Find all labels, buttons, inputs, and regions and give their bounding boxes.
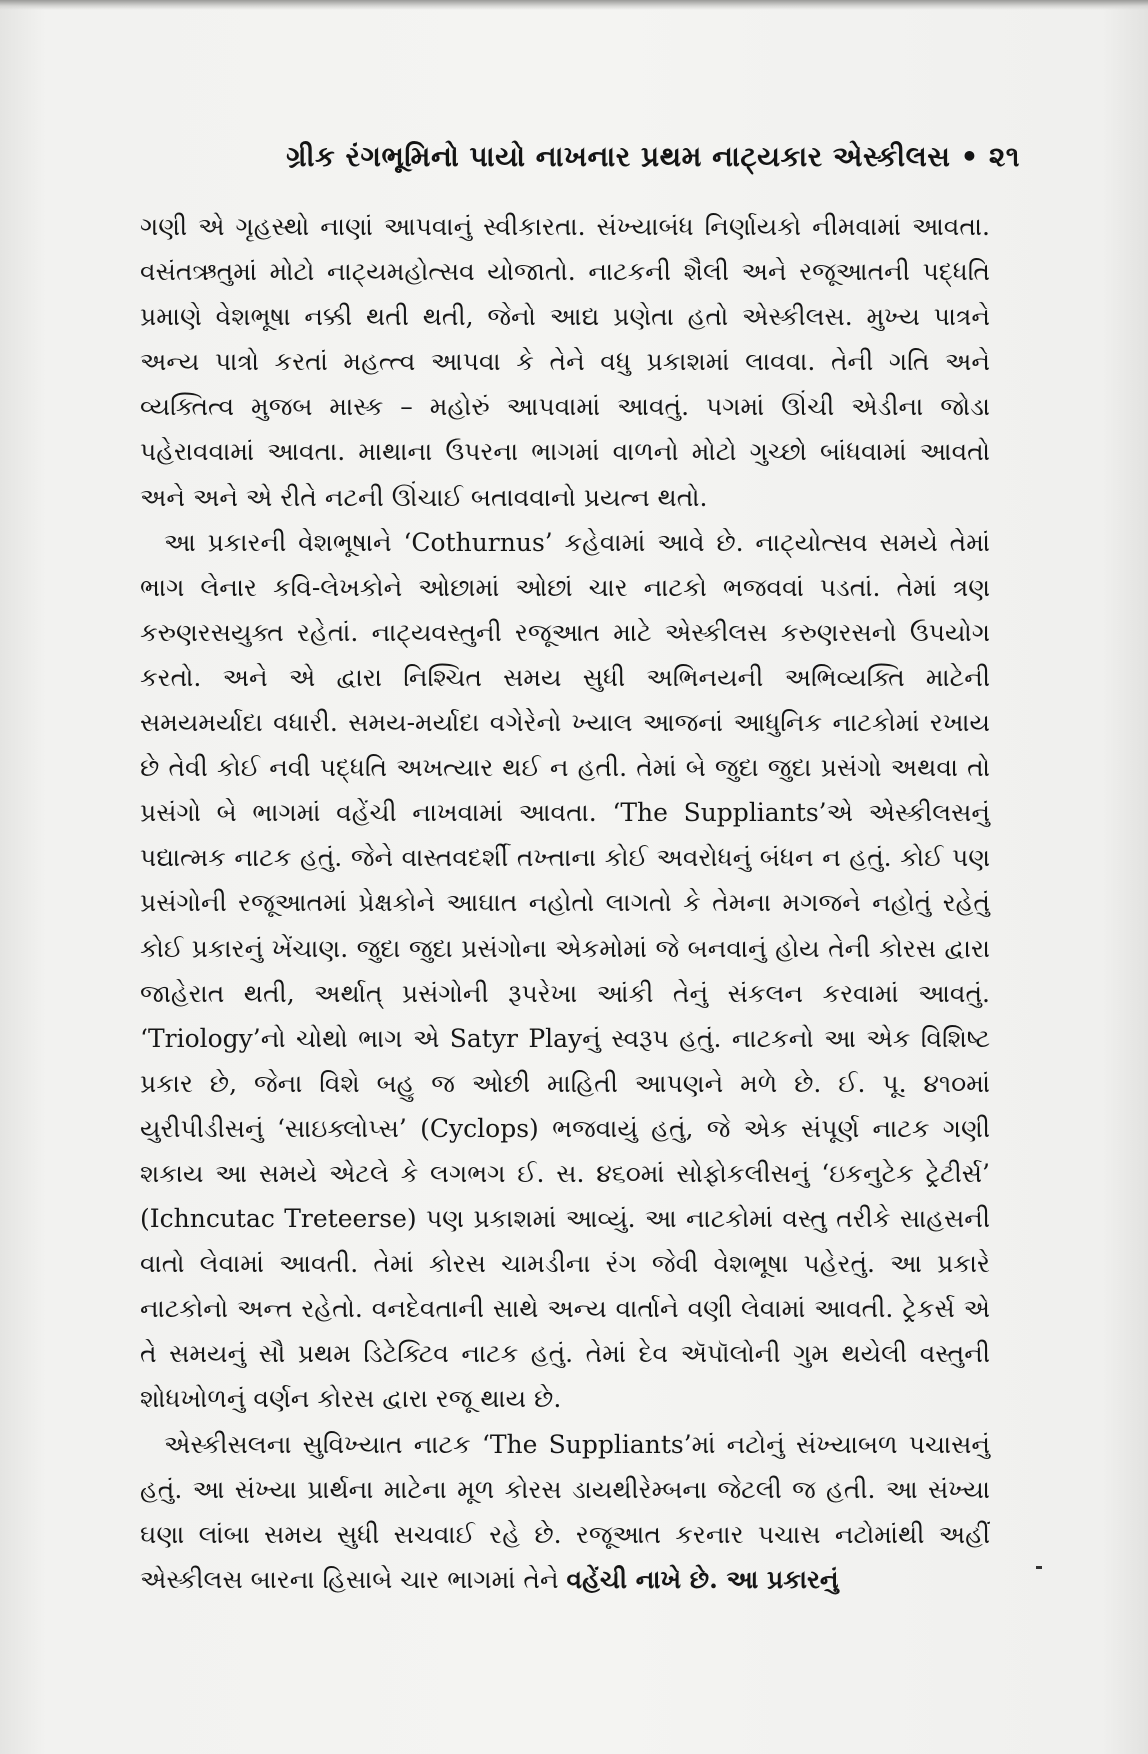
paragraph-1: ગણી એ ગૃહસ્થો નાણાં આપવાનું સ્વીકારતા. સંખ્યાબંધ નિર્ણાયકો નીમવામાં આવતા. વસંતઋતુમાં મોટો નાટ્યમહોત્સવ યોજાતો. નાટકની શૈલી અને રજૂઆતની પદ્ધતિ પ્રમાણે વેશભૂષા નક્કી થતી થતી, જેનો આદ્ય પ્રણેતા હતો એસ્કીલસ. મુખ્ય પાત્રને અન્ય પાત્રો કરતાં મહત્ત્વ આપવા કે તેને વધુ પ્રકાશમાં લાવવા. તેની ગતિ અને વ્યક્તિત્વ મુજબ માસ્ક – મહોરું આપવામાં આવતું. પગમાં ઊંચી એડીના જોડા પહેરાવવામાં આવતા. માથાના ઉપરના ભાગમાં વાળનો મોટો ગુચ્છો બાંધવામાં આવતો અને અને એ રીતે નટની ઊંચાઈ બતાવવાનો પ્રયત્ન થતો. — [140, 212, 990, 512]
paragraph-2: આ પ્રકારની વેશભૂષાને ‘Cothurnus’ કહેવામાં આવે છે. નાટ્યોત્સવ સમયે તેમાં ભાગ લેનાર કવિ-લેખકોને ઓછામાં ઓછાં ચાર નાટકો ભજવવાં પડતાં. તેમાં ત્રણ કરુણરસયુક્ત રહેતાં. નાટ્યવસ્તુની રજૂઆત માટે એસ્કીલસ કરુણરસનો ઉપયોગ કરતો. અને એ દ્વારા નિશ્ચિત સમય સુધી અભિનયની અભિવ્યક્તિ માટેની સમયમર્યાદા વધારી. સમય-મર્યાદા વગેરેનો ખ્યાલ આજનાં આધુનિક નાટકોમાં રખાય છે તેવી કોઈ નવી પદ્ધતિ અખત્યાર થઈ ન હતી. તેમાં બે જુદા જુદા પ્રસંગો અથવા તો પ્રસંગો બે ભાગમાં વહેંચી નાખવામાં આવતા. ‘The Suppliants’એ એસ્કીલસનું પદ્યાત્મક નાટક હતું. જેને વાસ્તવદર્શી તખ્તાના કોઈ અવરોધનું બંધન ન હતું. કોઈ પણ પ્રસંગોની રજૂઆતમાં પ્રેક્ષકોને આઘાત નહોતો લાગતો કે તેમના મગજને નહોતું રહેતું કોઈ પ્રકારનું ખેંચાણ. જુદા જુદા પ્રસંગોના એકમોમાં જે બનવાનું હોય તેની કોરસ દ્વારા જાહેરાત થતી, અર્થાત્ પ્રસંગોની રૂપરેખા આંકી તેનું સંકલન કરવામાં આવતું. ‘Triology’નો ચોથો ભાગ એ Satyr Playનું સ્વરૂપ હતું. નાટકનો આ એક વિશિષ્ટ પ્રકાર છે, જેના વિશે બહુ જ ઓછી માહિતી આપણને મળે છે. ઈ. પૂ. ૪૧૦માં યુરીપીડીસનું ‘સાઇક્લોપ્સ’ (Cyclops) ભજવાયું હતું, જે એક સંપૂર્ણ નાટક ગણી શકાય આ સમયે એટલે કે લગભગ ઈ. સ. ૪૬૦માં સોફોકલીસનું ‘ઇકનુટેક ટ્રેટીર્સ’ (Ichncutac Treteerse) પણ પ્રકાશમાં આવ્યું. આ નાટકોમાં વસ્તુ તરીકે સાહસની વાતો લેવામાં આવતી. તેમાં કોરસ ચામડીના રંગ જેવી વેશભૂષા પહેરતું. આ પ્રકારે નાટકોનો અન્ત રહેતો. વનદેવતાની સાથે અન્ય વાર્તાને વણી લેવામાં આવતી. ટ્રેકર્સ એ તે સમયનું સૌ પ્રથમ ડિટેક્ટિવ નાટક હતું. તેમાં દેવ ઍપૉલોની ગુમ થયેલી વસ્તુની શોધખોળનું વર્ણન કોરસ દ્વારા રજૂ થાય છે. — [140, 527, 990, 1414]
running-head-title: ગ્રીક રંગભૂમિનો પાયો નાખનાર પ્રથમ નાટ્યકાર એસ્કીલસ — [286, 140, 951, 173]
paragraph-3 — [140, 1422, 990, 1602]
margin-ink-mark — [1036, 1566, 1042, 1569]
paragraph-3-text: એસ્કીસલના સુવિખ્યાત નાટક ‘The Suppliants’માં નટોનું સંખ્યાબળ પચાસનું હતું. આ સંખ્યા પ્રાર્થના માટેના મૂળ કોરસ ડાયથીરેમ્બના જેટલી જ હતી. આ સંખ્યા ઘણા લાંબા સમય સુધી સચવાઈ રહે છે. રજૂઆત કરનાર પચાસ નટોમાંથી અહીં એસ્કીલસ બારના હિસાબે ચાર ભાગમાં તેને — [140, 1429, 990, 1594]
running-head-separator: • — [960, 140, 979, 173]
body-text — [140, 204, 990, 1602]
running-head — [286, 140, 1020, 174]
page-top-edge-shadow — [0, 0, 1148, 10]
page-number: ૨૧ — [988, 140, 1020, 173]
paragraph-3-bold-text: વહેંચી નાખે છે. આ પ્રકારનું — [566, 1564, 839, 1594]
